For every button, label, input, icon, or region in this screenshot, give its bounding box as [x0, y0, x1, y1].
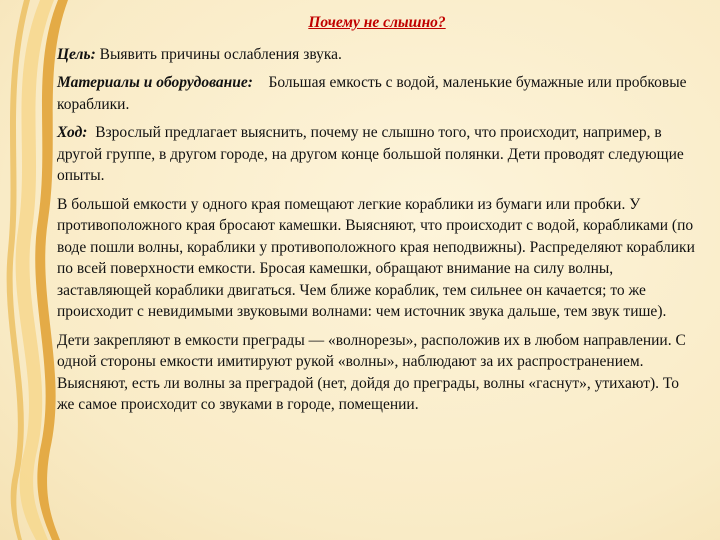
materials-label: Материалы и оборудование:	[57, 74, 253, 91]
materials-text: Большая емкость с водой, маленькие бумажные или пробковые кораблики.	[57, 74, 691, 113]
document-content	[57, 12, 697, 423]
experiment-paragraph-2: Дети закрепляют в емкости преграды — «волнорезы», расположив их в любом направлении. С одной стороны емкости имитируют рукой «волны», наблюдают за их распространением. Выясняют, есть ли волны за преградой (нет, дойдя до преграды, волны «гаснут», утихают). То же самое происходит со звуками в городе, помещении.	[57, 331, 686, 413]
procedure-paragraph	[57, 122, 697, 187]
goal-paragraph	[57, 44, 697, 66]
materials-paragraph	[57, 72, 697, 115]
experiment-paragraph-1: В большой емкости у одного края помещают легкие кораблики из бумаги или пробки. У противоположного края бросают камешки. Выясняют, что происходит с водой, корабликами (по воде пошли волны, кораблики у противоположного края неподвижны). Распределяют кораблики по всей поверхности емкости. Бросая камешки, обращают внимание на силу волны, заставляющей кораблики двигаться. Чем ближе кораблик, тем сильнее он качается; то же происходит с невидимыми звуковыми волнами: чем источник звука дальше, тем звук тише).	[57, 195, 695, 320]
goal-label: Цель:	[57, 45, 96, 63]
procedure-label: Ход:	[57, 124, 88, 141]
page-title: Почему не слышно?	[308, 14, 446, 31]
procedure-text: Взрослый предлагает выяснить, почему не слышно того, что происходит, например, в другой группе, в другом городе, на другом конце большой полянки. Дети проводят следующие опыты.	[57, 124, 688, 184]
goal-text: Выявить причины ослабления звука.	[95, 45, 342, 63]
